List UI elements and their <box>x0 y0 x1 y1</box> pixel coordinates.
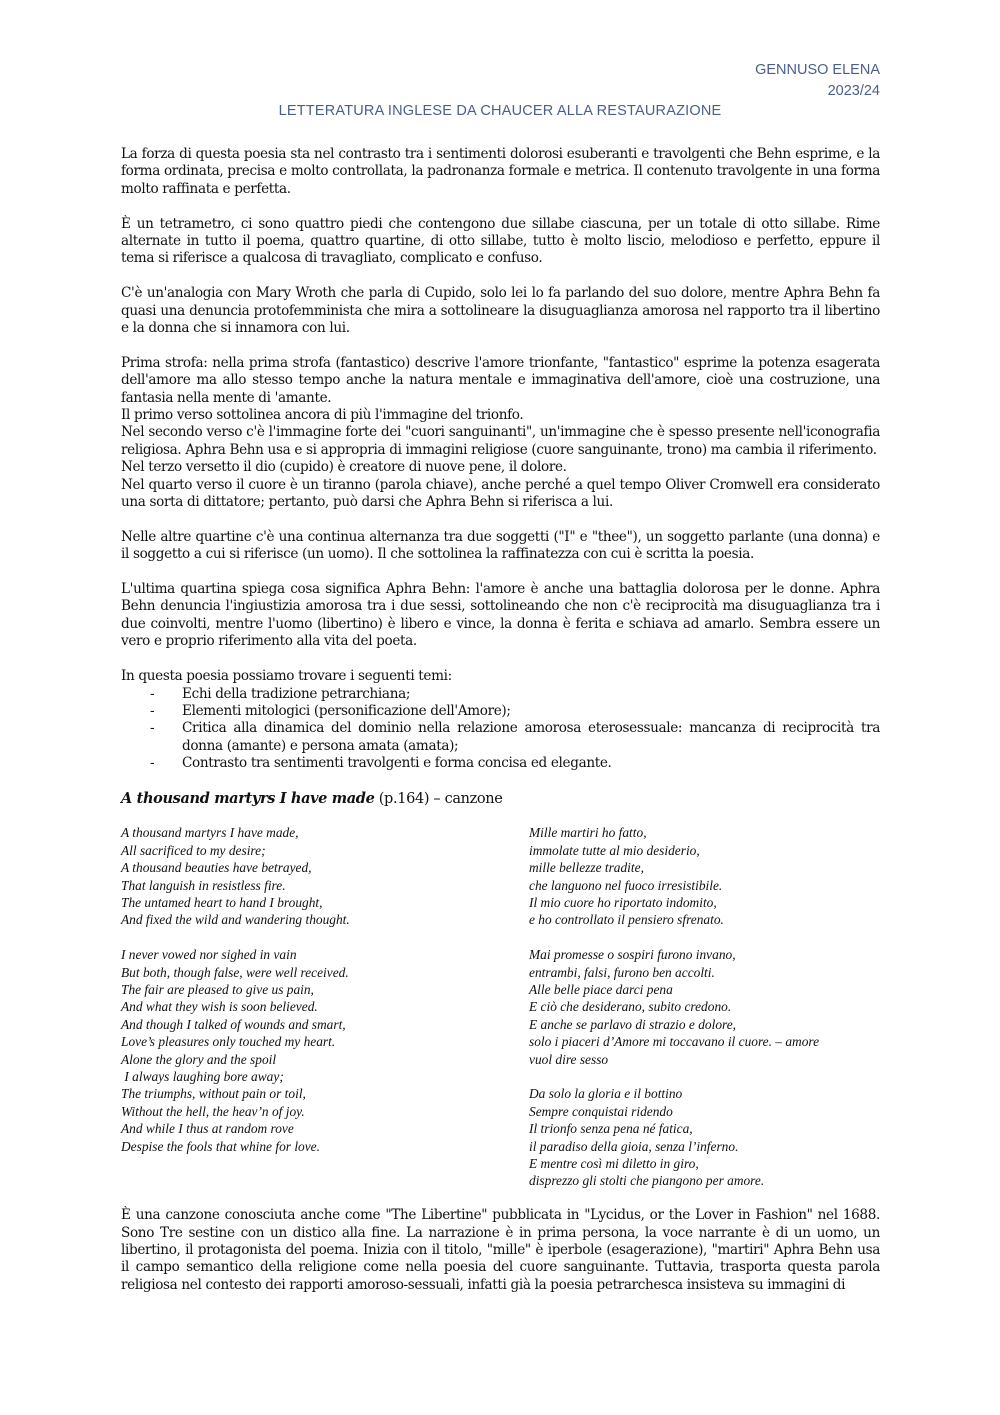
poem-line: But both, though false, were well received. <box>121 964 349 980</box>
poem-line: Il mio cuore ho riportato indomito, <box>529 894 717 910</box>
poem-line: A thousand martyrs I have made, <box>121 825 299 841</box>
poem-english-column <box>121 824 529 1207</box>
poem-line: Il trionfo senza pena né fatica, <box>529 1121 693 1137</box>
poem-line: I never vowed nor sighed in vain <box>121 947 297 963</box>
list-item: - Contrasto tra sentimenti travolgenti e forma concisa ed elegante. <box>150 755 612 772</box>
poem-line: And while I thus at random rove <box>121 1121 294 1137</box>
poem-line: I always laughing bore away; <box>121 1069 284 1084</box>
poem-line: The fair are pleased to give us pain, <box>121 981 314 997</box>
poem-stanza <box>529 1085 880 1189</box>
poem-line: solo i piaceri d’Amore mi toccavano il cuore. – amore <box>529 1034 820 1050</box>
themes-intro: In questa poesia possiamo trovare i seguenti temi: <box>121 668 452 685</box>
poem-line: E ciò che desiderano, subito credono. <box>529 999 732 1015</box>
poem-line: The untamed heart to hand I brought, <box>121 894 323 910</box>
poem-line: e ho controllato il pensiero sfrenato. <box>529 912 724 928</box>
poem-line: Love’s pleasures only touched my heart. <box>121 1034 336 1050</box>
list-item: - Echi della tradizione petrarchiana; <box>150 685 411 702</box>
poem-title: A thousand martyrs I have made <box>121 789 375 807</box>
paragraph: Nel terzo versetto il dio (cupido) è creatore di nuove pene, il dolore. <box>121 459 567 476</box>
poem-line: Alone the glory and the spoil <box>121 1051 277 1067</box>
poem-stanza <box>121 824 529 928</box>
paragraph: La forza di questa poesia sta nel contrasto tra i sentimenti dolorosi esuberanti e travolgenti che Behn esprime, e la forma ordinata, precisa e molto controllata, la padronanza formale e metrica. Il contenuto travolgente in una forma molto raffinata e perfetta. <box>121 146 880 197</box>
poem-italian-column <box>529 824 880 1207</box>
paragraph: Il primo verso sottolinea ancora di più l'immagine del trionfo. <box>121 407 524 424</box>
poem-line: And fixed the wild and wandering thought. <box>121 912 350 928</box>
document-body <box>121 146 880 1312</box>
list-item: - Critica alla dinamica del dominio nella relazione amorosa eterosessuale: mancanza di reciprocità tra donna (amante) e persona amata (amata); <box>150 720 880 754</box>
poem-line: Sempre conquistai ridendo <box>529 1103 673 1119</box>
poem-subtitle: (p.164) – canzone <box>374 790 503 807</box>
poem-line: Da solo la gloria e il bottino <box>529 1086 683 1102</box>
poem-line: The triumphs, without pain or toil, <box>121 1086 306 1102</box>
paragraph: Nel quarto verso il cuore è un tiranno (parola chiave), anche perché a quel tempo Oliver Cromwell era considerato una sorta di dittatore; pertanto, può darsi che Aphra Behn si riferisca a lui. <box>121 476 880 511</box>
header-author: GENNUSO ELENA <box>755 62 880 78</box>
poem-line: vuol dire sesso <box>529 1051 609 1067</box>
header-course-title: LETTERATURA INGLESE DA CHAUCER ALLA RESTAURAZIONE <box>278 103 722 119</box>
list-item: - Elementi mitologici (personificazione dell'Amore); <box>150 702 511 719</box>
poem-line: That languish in resistless fire. <box>121 877 286 893</box>
paragraph: L'ultima quartina spiega cosa significa Aphra Behn: l'amore è anche una battaglia dolorosa per le donne. Aphra Behn denuncia l'ingiustizia amorosa tra i due sessi, sottolineando che non c'è reciprocità ma disuguaglianza tra i due coinvolti, mentre l'uomo (libertino) è libero e vince, la donna è ferita e schiava ad amarlo. Sembra essere un vero e proprio riferimento alla vita del poeta. <box>121 581 880 650</box>
poem-stanza <box>121 946 529 1050</box>
poem-line: che languono nel fuoco irresistibile. <box>529 877 723 893</box>
strophe-analysis <box>121 355 880 512</box>
poem-line: All sacrificed to my desire; <box>121 842 266 858</box>
paragraph: C'è un'analogia con Mary Wroth che parla di Cupido, solo lei lo fa parlando del suo dolore, mentre Aphra Behn fa quasi una denuncia protofemminista che mira a sottolineare la disuguaglianza amorosa nel rapporto tra il libertino e la donna che si innamora con lui. <box>121 285 880 337</box>
poem-line: Despise the fools that whine for love. <box>121 1138 320 1154</box>
paragraph: Nel secondo verso c'è l'immagine forte dei "cuori sanguinanti", un'immagine che è spesso presente nell'iconografia religiosa. Aphra Behn usa e si appropria di immagini religiose (cuore sanguinante, trono) ma cambia il riferimento. <box>121 424 880 458</box>
poem-line: And what they wish is soon believed. <box>121 999 318 1015</box>
poem-line: entrambi, falsi, furono ben accolti. <box>529 964 715 980</box>
poem-line: E anche se parlavo di strazio e dolore, <box>529 1016 737 1032</box>
poem-line: A thousand beauties have betrayed, <box>121 860 312 876</box>
paragraph: Nelle altre quartine c'è una continua alternanza tra due soggetti ("I" e "thee"), un soggetto parlante (una donna) e il soggetto a cui si riferisce (un uomo). Il che sottolinea la raffinatezza con cui è scritta la poesia. <box>121 528 880 563</box>
poem-line: immolate tutte al mio desiderio, <box>529 842 700 858</box>
poem-stanza <box>529 946 880 1068</box>
poem-line: mille bellezze tradite, <box>529 860 644 876</box>
poem-columns <box>121 824 880 1207</box>
poem-line: Mai promesse o sospiri furono invano, <box>529 947 736 963</box>
poem-line: And though I talked of wounds and smart, <box>121 1016 346 1032</box>
poem-line: il paradiso della gioia, senza l’inferno. <box>529 1138 739 1154</box>
themes-list <box>121 686 880 773</box>
poem-line: Mille martiri ho fatto, <box>529 825 647 841</box>
poem-stanza <box>529 824 880 928</box>
poem-stanza <box>121 1051 529 1155</box>
poem-line: Alle belle piace darci pena <box>529 981 673 997</box>
paragraph: Prima strofa: nella prima strofa (fantastico) descrive l'amore trionfante, "fantastico" esprime la potenza esagerata dell'amore ma allo stesso tempo anche la natura mentale e immaginativa dell'amore, cioè una costruzione, una fantasia nella mente di 'amante. <box>121 354 880 406</box>
paragraph: È un tetrametro, ci sono quattro piedi che contengono due sillabe ciascuna, per un totale di otto sillabe. Rime alternate in tutto il poema, quattro quartine, di otto sillabe, tutto è molto liscio, melodioso e perfetto, eppure il tema si riferisce a qualcosa di travagliato, complicato e confuso. <box>121 215 880 267</box>
poem-line: Without the hell, the heav’n of joy. <box>121 1103 305 1119</box>
header-year: 2023/24 <box>827 83 880 99</box>
closing-paragraph: È una canzone conosciuta anche come "The Libertine" pubblicata in "Lycidus, or the Lover in Fashion" nel 1688. Sono Tre sestine con un distico alla fine. La narrazione è in prima persona, la voce narrante è di un uomo, un libertino, il protagonista del poema. Inizia con il titolo, "mille" è iperbole (esagerazione), "martiri" Aphra Behn usa il campo semantico della religione come nella poesia del cuore sanguinante. Tuttavia, trasporta questa parola religiosa nel contesto dei rapporti amoroso-sessuali, infatti già la poesia petrarchesca insisteva su immagini di <box>121 1207 880 1293</box>
poem-line: E mentre così mi diletto in giro, <box>529 1156 699 1172</box>
poem-heading <box>121 790 880 808</box>
poem-line: disprezzo gli stolti che piangono per amore. <box>529 1173 765 1189</box>
